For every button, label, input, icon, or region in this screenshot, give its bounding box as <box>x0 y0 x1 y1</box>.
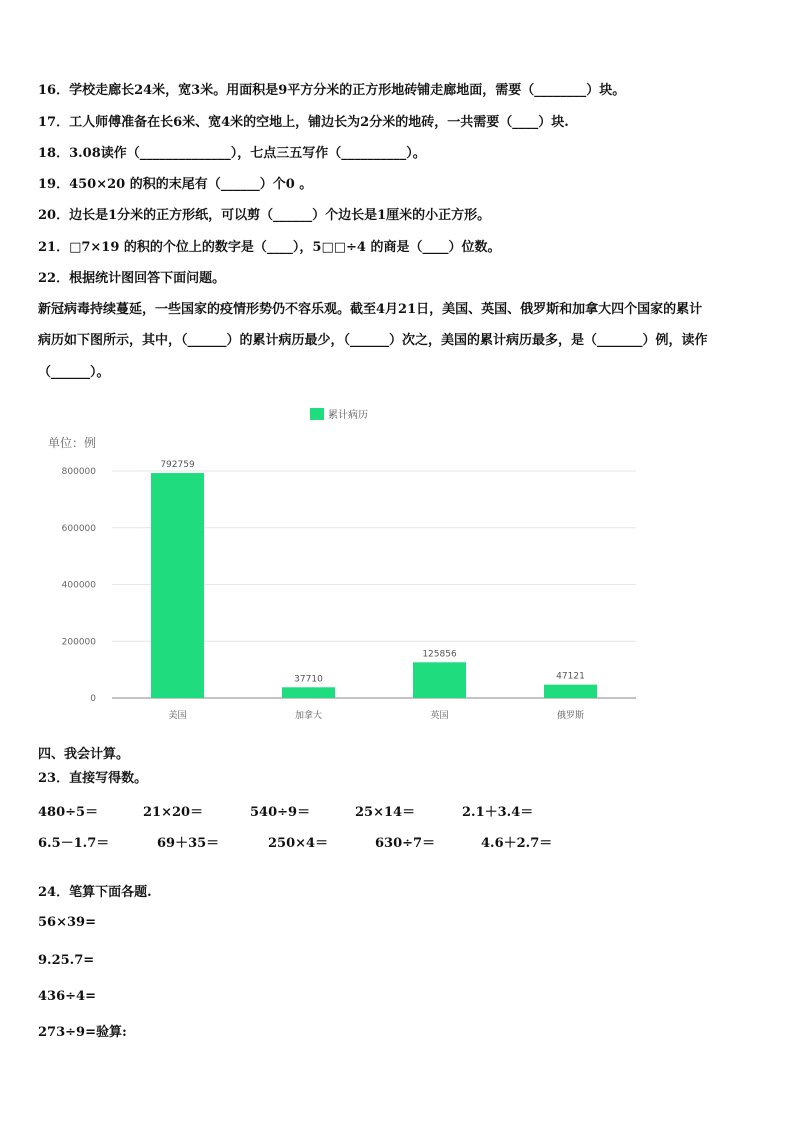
x-tick-label: 美国 <box>168 711 187 721</box>
legend-swatch <box>310 408 324 420</box>
bar <box>544 685 597 698</box>
question-22: 22．根据统计图回答下面问题。 <box>38 271 226 286</box>
data-label: 47121 <box>556 671 585 682</box>
x-tick-label: 英国 <box>430 711 449 721</box>
calc-item: 2.1＋3.4＝ <box>462 805 534 820</box>
y-tick-label: 0 <box>90 694 96 704</box>
section-4-title: 四、我会计算。 <box>38 747 130 762</box>
written-calc-item: 56×39= <box>38 915 96 930</box>
x-tick-label: 俄罗斯 <box>556 711 585 721</box>
calc-item: 540÷9＝ <box>250 805 311 820</box>
data-label: 792759 <box>160 460 195 471</box>
question-17: 17．工人师傅准备在长6米、宽4米的空地上，铺边长为2分米的地砖，一共需要（____）块. <box>38 115 569 130</box>
question-18: 18．3.08读作（______________），七点三五写作（__________）。 <box>38 146 426 161</box>
calc-item: 25×14＝ <box>355 805 416 820</box>
question-20: 20．边长是1分米的正方形纸，可以剪（______）个边长是1厘米的小正方形。 <box>38 208 491 223</box>
y-tick-label: 800000 <box>61 467 96 477</box>
bar-chart <box>30 400 650 730</box>
x-axis-ticks <box>168 709 584 721</box>
y-tick-label: 400000 <box>61 580 96 591</box>
question-22-text-2: 病历如下图所示，其中，（______）的累计病历最少，（______）次之，美国的累计病历最多，是（_______）例，读作 <box>38 333 708 348</box>
calc-item: 630÷7＝ <box>375 836 436 851</box>
calc-item: 69＋35＝ <box>157 836 220 851</box>
written-calc-item: 436÷4= <box>38 989 96 1004</box>
question-16: 16．学校走廊长24米，宽3米。用面积是9平方分米的正方形地砖铺走廊地面，需要（________）块。 <box>38 83 626 98</box>
question-23: 23．直接写得数。 <box>38 771 148 786</box>
y-tick-label: 600000 <box>61 523 96 534</box>
chart-bars <box>151 460 597 698</box>
calc-item: 480÷5＝ <box>38 805 99 820</box>
x-tick-label: 加拿大 <box>294 711 323 721</box>
calc-item: 4.6＋2.7＝ <box>481 836 553 851</box>
bar <box>413 662 466 698</box>
calc-item: 250×4＝ <box>268 836 329 851</box>
question-19: 19．450×20 的积的末尾有（______）个0 。 <box>38 177 313 192</box>
bar <box>282 687 335 698</box>
written-calc-item: 9.25.7= <box>38 953 95 968</box>
question-22-text-1: 新冠病毒持续蔓延，一些国家的疫情形势仍不容乐观。截至4月21日，美国、英国、俄罗斯和加拿大四个国家的累计 <box>38 302 703 317</box>
y-tick-label: 200000 <box>61 637 96 648</box>
y-axis-unit-label: 单位：例 <box>48 436 97 450</box>
question-21: 21．□7×19 的积的个位上的数字是（____），5□□÷4 的商是（____）位数。 <box>38 240 501 255</box>
bar <box>151 473 204 698</box>
calc-item: 6.5－1.7＝ <box>38 836 110 851</box>
y-axis-ticks <box>62 467 97 704</box>
calc-item: 21×20＝ <box>143 805 204 820</box>
written-calc-item: 273÷9=验算: <box>38 1025 127 1040</box>
question-22-text-3: （______）。 <box>38 365 110 380</box>
question-24: 24．笔算下面各题. <box>38 885 152 900</box>
legend-label: 累计病历 <box>328 410 368 421</box>
data-label: 37710 <box>294 674 323 685</box>
data-label: 125856 <box>422 649 457 660</box>
